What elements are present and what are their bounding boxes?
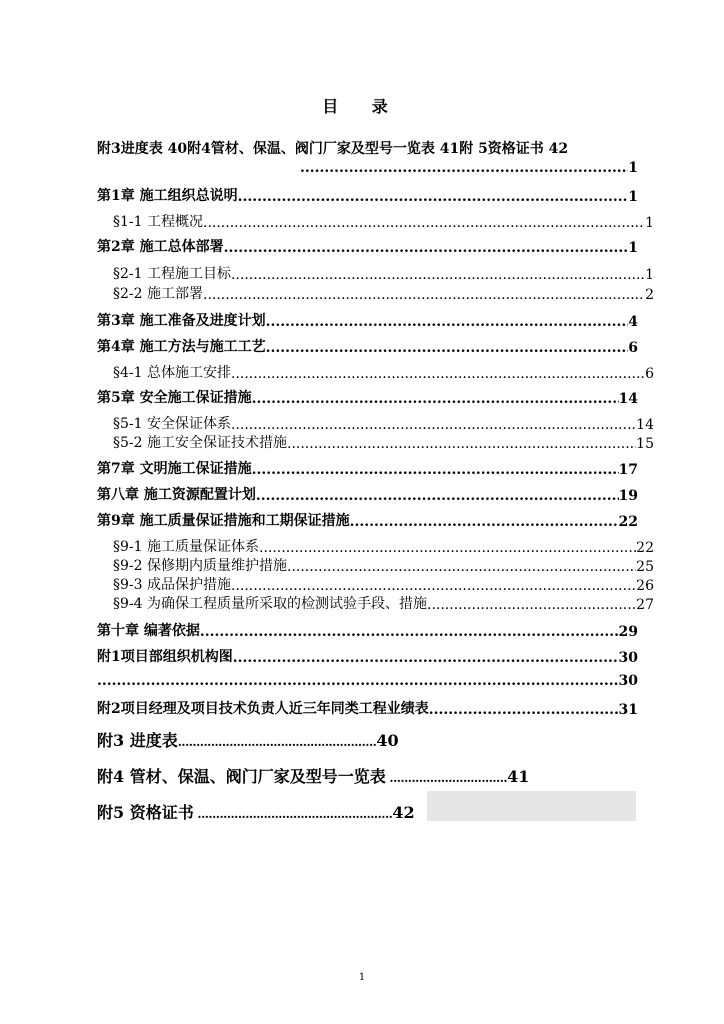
toc-entry-text: 附2项目经理及项目技术负责人近三年同类工程业绩表: [97, 701, 429, 717]
toc-page: 1: [645, 267, 654, 283]
toc-entry-text: §5-1 安全保证体系: [113, 416, 231, 432]
dot-leader: .....................................................: [193, 807, 393, 821]
toc-page: 17: [618, 462, 638, 478]
dot-leader: [266, 340, 629, 356]
dot-leader: [231, 578, 636, 594]
toc-entry-text: §9-2 保修期内质量维护措施: [113, 558, 287, 574]
toc-entry-text: 附5 资格证书: [97, 803, 194, 822]
toc-entry-chapter-5: [97, 387, 638, 407]
dot-leader: [350, 514, 619, 530]
toc-entry-text: §4-1 总体施工安排: [113, 365, 231, 381]
toc-page: 42: [392, 803, 415, 822]
toc-entry-text: §5-2 施工安全保证技术措施: [113, 435, 287, 451]
toc-page: 22: [636, 540, 654, 556]
dot-leader: [238, 189, 629, 205]
toc-entry-chapter-8: [97, 484, 638, 504]
toc-page: 25: [636, 559, 654, 575]
toc-entry-text: 第1章 施工组织总说明: [97, 188, 238, 204]
toc-entry-text: 第十章 编著依据: [97, 623, 200, 639]
toc-entry-appendix-5: [97, 800, 415, 823]
toc-entry-text: 第3章 施工准备及进度计划: [97, 313, 266, 329]
dot-leader: [427, 597, 636, 613]
toc-entry-text: §1-1 工程概况: [113, 214, 203, 230]
toc-entry-text: 第2章 施工总体部署: [97, 239, 224, 255]
dot-leader: [231, 267, 645, 283]
toc-entry-chapter-3: [97, 310, 638, 330]
toc-entry-wrapped: [97, 138, 638, 160]
toc-page: 14: [636, 417, 654, 433]
toc-page: 2: [645, 287, 654, 303]
dot-leader: [200, 624, 619, 640]
dot-leader: [203, 215, 645, 231]
dot-leader: [233, 650, 619, 666]
toc-entry-section-5-1: [97, 413, 654, 433]
toc-page: 30: [618, 650, 638, 666]
dot-leader: [231, 417, 636, 433]
toc-entry-chapter-4: [97, 336, 638, 356]
dot-leader: [203, 287, 645, 303]
dot-leader: [259, 540, 636, 556]
toc-page: 22: [618, 514, 638, 530]
toc-page: 41: [507, 767, 530, 786]
toc-page: 31: [618, 702, 638, 718]
toc-entry-section-2-1: [97, 263, 654, 283]
toc-entry-text: 附1项目部组织机构图: [97, 649, 233, 665]
toc-entry-wrapped-leader: [300, 160, 638, 176]
dot-leader: [252, 462, 619, 478]
toc-entry-section-1-1: [97, 211, 654, 231]
toc-entry-text: 附4 管材、保温、阀门厂家及型号一览表: [97, 767, 386, 786]
toc-page: 26: [636, 578, 654, 594]
toc-entry-text: 第4章 施工方法与施工工艺: [97, 339, 266, 355]
dot-leader: [287, 436, 636, 452]
toc-entry-text: §9-1 施工质量保证体系: [113, 539, 259, 555]
toc-page: 6: [645, 366, 654, 382]
page-number: 1: [358, 972, 366, 983]
toc-entry-chapter-2: [97, 236, 638, 256]
dot-leader: [256, 488, 619, 504]
toc-entry-section-4-1: [97, 362, 654, 382]
toc-page: 1: [628, 160, 638, 176]
toc-page: 6: [628, 340, 638, 356]
dot-leader: ................................: [385, 771, 508, 785]
highlight-box: [427, 791, 636, 821]
toc-page: 1: [645, 215, 654, 231]
dot-leader: ......................................................: [177, 735, 377, 749]
toc-page: 19: [618, 488, 638, 504]
toc-page: 29: [618, 624, 638, 640]
toc-entry-text: 第7章 文明施工保证措施: [97, 461, 252, 477]
toc-entry-appendix-2: [97, 698, 638, 718]
toc-entry-text: 附3 进度表: [97, 731, 178, 750]
dot-leader: [266, 314, 629, 330]
toc-entry-appendix-4: [97, 764, 529, 787]
toc-entry-section-9-2: [97, 555, 654, 575]
toc-entry-blank: [97, 673, 638, 689]
dot-leader: [429, 702, 619, 718]
toc-entry-chapter-7: [97, 458, 638, 478]
toc-title: 目 录: [322, 97, 402, 116]
dot-leader: [252, 391, 619, 407]
toc-page: 15: [636, 436, 654, 452]
toc-entry-section-2-2: [97, 283, 654, 303]
dot-leader: [97, 673, 619, 689]
toc-page: 27: [636, 597, 654, 613]
toc-page: 40: [376, 731, 399, 750]
toc-entry-text: §2-1 工程施工目标: [113, 266, 231, 282]
toc-entry-chapter-10: [97, 620, 638, 640]
dot-leader: [231, 366, 645, 382]
toc-entry-text: §2-2 施工部署: [113, 286, 203, 302]
toc-entry-chapter-1: [97, 185, 638, 205]
toc-entry-text: §9-4 为确保工程质量所采取的检测试验手段、措施: [113, 596, 427, 612]
toc-entry-section-9-1: [97, 536, 654, 556]
toc-entry-text: 第八章 施工资源配置计划: [97, 487, 256, 503]
toc-entry-section-9-4: [97, 593, 654, 613]
dot-leader: [287, 559, 636, 575]
dot-leader: [224, 240, 629, 256]
toc-entry-appendix-3: [97, 728, 399, 751]
toc-entry-text: §9-3 成品保护措施: [113, 577, 231, 593]
toc-page: 1: [628, 189, 638, 205]
toc-page: 14: [618, 391, 638, 407]
toc-page: 1: [628, 240, 638, 256]
toc-entry-text: 第9章 施工质量保证措施和工期保证措施: [97, 513, 350, 529]
toc-entry-chapter-9: [97, 510, 638, 530]
toc-entry-text: 附3进度表 40附4管材、保温、阀门厂家及型号一览表 41附 5资格证书 42: [97, 141, 569, 157]
toc-entry-section-5-2: [97, 432, 654, 452]
toc-entry-appendix-1: [97, 646, 638, 666]
dot-leader: [300, 160, 628, 176]
toc-entry-text: 第5章 安全施工保证措施: [97, 390, 252, 406]
toc-page: 30: [618, 673, 638, 689]
toc-page: 4: [628, 314, 638, 330]
toc-entry-section-9-3: [97, 574, 654, 594]
